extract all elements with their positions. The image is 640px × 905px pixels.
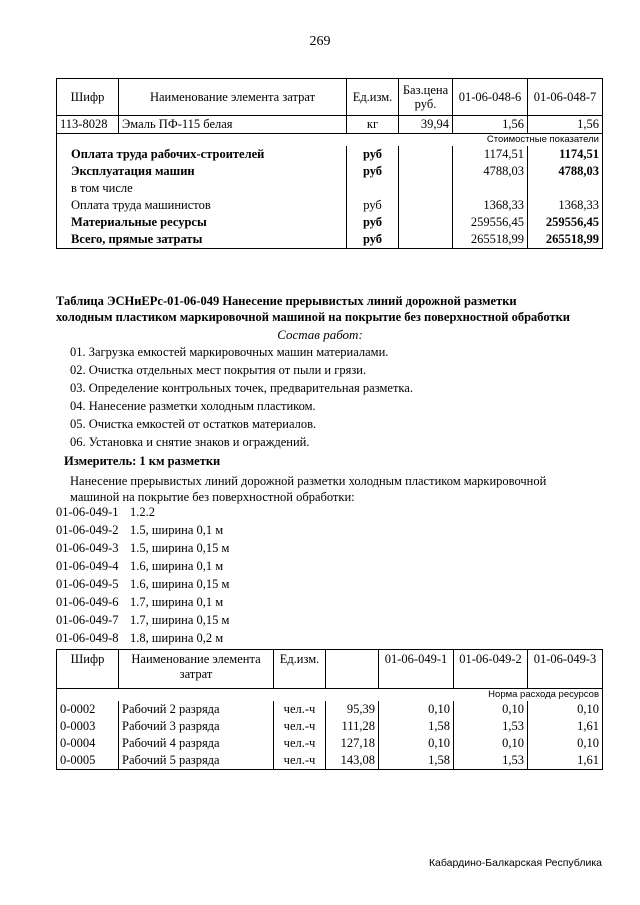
cell-unit: чел.-ч (274, 752, 326, 770)
table-title-line-2: холодным пластиком маркировочной машиной на покрытие без поверхностной обработки (56, 310, 571, 324)
summary-value: 265518,99 (528, 231, 603, 249)
header-cell: 01-06-049-1 (379, 650, 454, 689)
summary-unit: руб (347, 163, 399, 180)
cell-code: 0-0004 (57, 735, 119, 752)
code: 01-06-049-5 (56, 577, 119, 591)
summary-unit: руб (347, 197, 399, 214)
table-title (56, 293, 616, 325)
cell-name: Рабочий 4 разряда (119, 735, 274, 752)
page-number: 269 (309, 34, 331, 49)
summary-value: 1174,51 (528, 146, 603, 163)
cell-unit: кг (347, 116, 399, 134)
summary-name: Оплата труда рабочих-строителей (57, 146, 347, 163)
header-cell: 01-06-048-6 (453, 79, 528, 116)
works-heading: Состав работ: (277, 327, 363, 342)
summary-blank (399, 214, 453, 231)
cell-value: 1,53 (454, 752, 528, 770)
code-item (56, 523, 223, 538)
summary-row (57, 180, 603, 197)
code: 01-06-049-1 (56, 505, 119, 519)
description (70, 473, 600, 505)
cell-price: 143,08 (326, 752, 379, 770)
cell-value: 1,61 (528, 752, 603, 770)
work-item: 06. Установка и снятие знаков и ограждений. (70, 435, 310, 449)
summary-row (57, 214, 603, 231)
work-item: 02. Очистка отдельных мест покрытия от пыли и грязи. (70, 363, 367, 377)
summary-value: 1368,33 (453, 197, 528, 214)
table-row (57, 116, 603, 134)
header-cell: Наименование элемента затрат (119, 650, 274, 689)
cell-price: 111,28 (326, 718, 379, 735)
header-cell: 01-06-048-7 (528, 79, 603, 116)
code-text: 1.6, ширина 0,15 м (130, 577, 230, 591)
table-row (57, 718, 603, 735)
summary-row (57, 197, 603, 214)
code: 01-06-049-8 (56, 631, 119, 645)
summary-value: 259556,45 (453, 214, 528, 231)
code: 01-06-049-3 (56, 541, 119, 555)
cell-name: Рабочий 3 разряда (119, 718, 274, 735)
header-cell: Шифр (57, 650, 119, 689)
cell-value: 1,61 (528, 718, 603, 735)
cell-value: 0,10 (528, 701, 603, 718)
section-label-row (57, 134, 603, 147)
header-cell: Ед.изм. (274, 650, 326, 689)
summary-value: 4788,03 (453, 163, 528, 180)
cell-value: 1,56 (528, 116, 603, 134)
cell-value: 0,10 (528, 735, 603, 752)
summary-blank (399, 231, 453, 249)
code-item (56, 613, 229, 628)
cell-value: 1,53 (454, 718, 528, 735)
cell-value: 0,10 (454, 701, 528, 718)
code: 01-06-049-7 (56, 613, 119, 627)
summary-value: 259556,45 (528, 214, 603, 231)
section-label: Норма расхода ресурсов (57, 689, 603, 702)
cell-value: 0,10 (454, 735, 528, 752)
cell-value: 1,56 (453, 116, 528, 134)
summary-blank (399, 197, 453, 214)
code-text: 1.8, ширина 0,2 м (130, 631, 224, 645)
header-cell: Баз.цена руб. (399, 79, 453, 116)
summary-value: 1174,51 (453, 146, 528, 163)
table-header-row (57, 650, 603, 689)
code: 01-06-049-2 (56, 523, 119, 537)
summary-row (57, 163, 603, 180)
header-cell: Наименование элемента затрат (119, 79, 347, 116)
summary-blank (399, 163, 453, 180)
summary-value: 4788,03 (528, 163, 603, 180)
summary-unit: руб (347, 231, 399, 249)
code-text: 1.2.2 (130, 505, 155, 519)
code-item (56, 595, 223, 610)
code: 01-06-049-4 (56, 559, 119, 573)
measure-unit: Измеритель: 1 км разметки (64, 454, 221, 468)
summary-row (57, 146, 603, 163)
summary-name: Материальные ресурсы (57, 214, 347, 231)
cell-code: 113-8028 (57, 116, 119, 134)
cell-unit: чел.-ч (274, 735, 326, 752)
header-cell (326, 650, 379, 689)
header-cell: Ед.изм. (347, 79, 399, 116)
table-row (57, 752, 603, 770)
code-item (56, 541, 229, 556)
cell-code: 0-0003 (57, 718, 119, 735)
summary-name: Всего, прямые затраты (57, 231, 347, 249)
work-item: 03. Определение контрольных точек, предварительная разметка. (70, 381, 413, 395)
summary-name: в том числе (57, 180, 347, 197)
code-text: 1.7, ширина 0,1 м (130, 595, 224, 609)
description-line-2: машиной на покрытие без поверхностной обработки: (70, 490, 355, 504)
summary-unit: руб (347, 214, 399, 231)
cell-price: 127,18 (326, 735, 379, 752)
work-item: 04. Нанесение разметки холодным пластиком. (70, 399, 316, 413)
cell-value: 1,58 (379, 718, 454, 735)
description-line-1: Нанесение прерывистых линий дорожной разметки холодным пластиком маркировочной (70, 474, 547, 488)
summary-unit: руб (347, 146, 399, 163)
summary-value: 265518,99 (453, 231, 528, 249)
code-text: 1.7, ширина 0,15 м (130, 613, 230, 627)
cell-name: Рабочий 2 разряда (119, 701, 274, 718)
cell-name: Эмаль ПФ-115 белая (119, 116, 347, 134)
table-row (57, 735, 603, 752)
summary-blank (399, 180, 453, 197)
cell-name: Рабочий 5 разряда (119, 752, 274, 770)
table-header-row (57, 79, 603, 116)
cell-value: 1,58 (379, 752, 454, 770)
footer-region: Кабардино-Балкарская Республика (428, 857, 602, 869)
summary-name: Оплата труда машинистов (57, 197, 347, 214)
section-label: Стоимостные показатели (57, 134, 603, 147)
summary-value (453, 180, 528, 197)
code-text: 1.5, ширина 0,15 м (130, 541, 230, 555)
table-title-line-1: Таблица ЭСНиЕРс-01-06-049 Нанесение прерывистых линий дорожной разметки (56, 294, 517, 308)
work-item: 01. Загрузка емкостей маркировочных машин материалами. (70, 345, 389, 359)
cell-value: 0,10 (379, 735, 454, 752)
summary-value: 1368,33 (528, 197, 603, 214)
cost-table-048 (56, 78, 603, 249)
header-cell: 01-06-049-2 (454, 650, 528, 689)
code-item (56, 559, 223, 574)
work-item: 05. Очистка емкостей от остатков материалов. (70, 417, 317, 431)
cell-code: 0-0005 (57, 752, 119, 770)
cell-price: 95,39 (326, 701, 379, 718)
summary-name: Эксплуатация машин (57, 163, 347, 180)
code-item (56, 631, 223, 646)
code-text: 1.5, ширина 0,1 м (130, 523, 224, 537)
summary-unit (347, 180, 399, 197)
summary-blank (399, 146, 453, 163)
code-item (56, 505, 155, 520)
section-label-row (57, 689, 603, 702)
cell-unit: чел.-ч (274, 718, 326, 735)
cell-code: 0-0002 (57, 701, 119, 718)
code-item (56, 577, 229, 592)
header-cell: 01-06-049-3 (528, 650, 603, 689)
summary-value (528, 180, 603, 197)
resource-table-049 (56, 649, 603, 770)
cell-price: 39,94 (399, 116, 453, 134)
cell-unit: чел.-ч (274, 701, 326, 718)
summary-row (57, 231, 603, 249)
code-text: 1.6, ширина 0,1 м (130, 559, 224, 573)
cell-value: 0,10 (379, 701, 454, 718)
code: 01-06-049-6 (56, 595, 119, 609)
table-row (57, 701, 603, 718)
header-cell: Шифр (57, 79, 119, 116)
